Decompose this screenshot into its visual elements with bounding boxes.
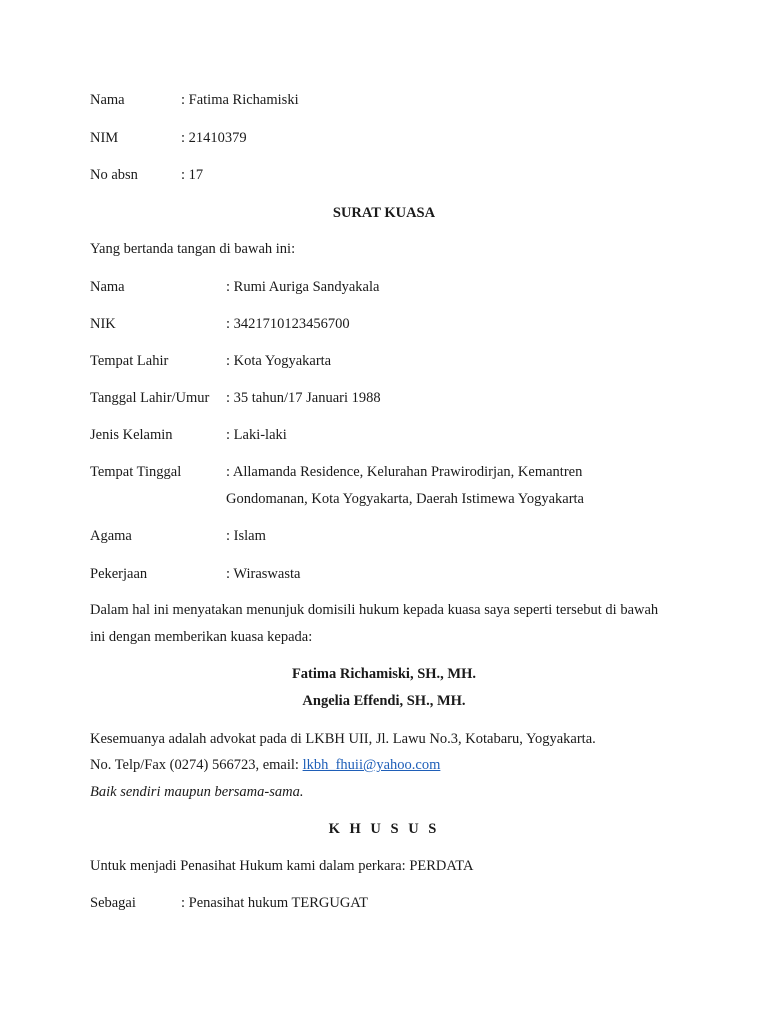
email-link[interactable]: lkbh_fhuii@yahoo.com [302,757,441,773]
grantor-name-label: Nama [90,279,125,295]
grantor-birthplace-label: Tempat Lahir [90,353,169,369]
statement-line-2: ini dengan memberikan kuasa kepada: [90,629,313,645]
contact-line [90,757,440,774]
student-nim-value: : 21410379 [181,130,247,146]
grantor-birthplace-value: : Kota Yogyakarta [226,353,332,369]
student-name-value: : Fatima Richamiski [181,92,299,108]
role-label: Sebagai [90,895,136,911]
grantor-religion-value: : Islam [226,528,266,544]
attorney-name-2: Angelia Effendi, SH., MH. [302,693,466,709]
grantor-address-value: : Allamanda Residence, Kelurahan Prawirodirjan, Kemantren [226,464,583,480]
grantor-name-value: : Rumi Auriga Sandyakala [226,279,380,295]
grantor-gender-label: Jenis Kelamin [90,427,173,443]
grantor-address-value-line2: Gondomanan, Kota Yogyakarta, Daerah Istimewa Yogyakarta [226,491,584,507]
grantor-birthdate-value: : 35 tahun/17 Januari 1988 [226,390,381,406]
grantor-address-label: Tempat Tinggal [90,464,182,480]
purpose-line: Untuk menjadi Penasihat Hukum kami dalam perkara: PERDATA [90,858,474,874]
student-nim-label: NIM [90,130,119,146]
grantor-gender-value: : Laki-laki [226,427,287,443]
intro-text: Yang bertanda tangan di bawah ini: [90,241,296,257]
grantor-nik-value: : 3421710123456700 [226,316,350,332]
student-absen-label: No absn [90,167,138,183]
contact-prefix: No. Telp/Fax (0274) 566723, email: [90,757,303,773]
grantor-occupation-value: : Wiraswasta [226,566,301,582]
grantor-religion-label: Agama [90,528,132,544]
student-absen-value: : 17 [181,167,204,183]
document-title: SURAT KUASA [332,205,436,221]
office-line: Kesemuanya adalah advokat pada di LKBH UII, Jl. Lawu No.3, Kotabaru, Yogyakarta. [90,731,596,747]
khusus-heading: K H U S U S [328,821,440,837]
statement-line-1: Dalam hal ini menyatakan menunjuk domisili hukum kepada kuasa saya seperti tersebut di bawah [90,602,659,618]
role-value: : Penasihat hukum TERGUGAT [181,895,369,911]
grantor-occupation-label: Pekerjaan [90,566,148,582]
attorney-name-1: Fatima Richamiski, SH., MH. [291,666,477,682]
individually-line: Baik sendiri maupun bersama-sama. [90,784,304,800]
grantor-nik-label: NIK [90,316,116,332]
student-name-label: Nama [90,92,125,108]
grantor-birthdate-label: Tanggal Lahir/Umur [90,390,210,406]
